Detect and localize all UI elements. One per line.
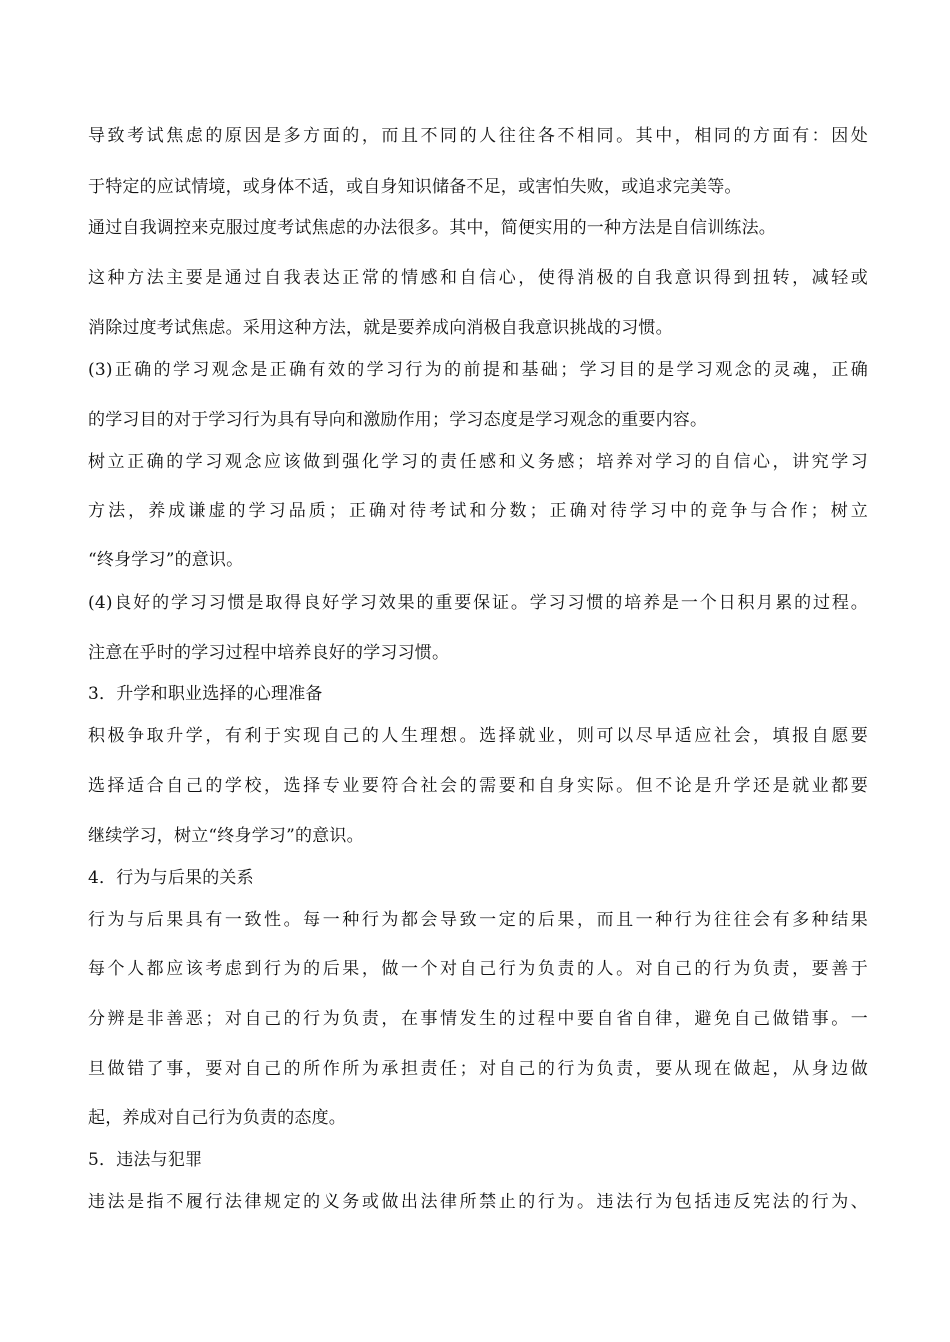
text-line: “终身学习”的意识。 (88, 550, 244, 570)
text-line: 旦做错了事，要对自己的所作所为承担责任；对自己的行为负责，要从现在做起，从身边做 (88, 1059, 868, 1079)
text-line: 选择适合自己的学校，选择专业要符合社会的需要和自身实际。但不论是升学还是就业都要 (88, 776, 868, 796)
text-line: 于特定的应试情境，或身体不适，或自身知识储备不足，或害怕失败，或追求完美等。 (88, 177, 742, 197)
text-line: 违法是指不履行法律规定的义务或做出法律所禁止的行为。违法行为包括违反宪法的行为、 (88, 1192, 868, 1212)
section-heading: 5．违法与犯罪 (88, 1150, 203, 1170)
text-line: 注意在乎时的学习过程中培养良好的学习习惯。 (88, 643, 450, 663)
text-line: 继续学习，树立“终身学习”的意识。 (88, 826, 364, 846)
text-line: 通过自我调控来克服过度考试焦虑的办法很多。其中，简便实用的一种方法是自信训练法。 (88, 218, 776, 238)
text-line: 行为与后果具有一致性。每一种行为都会导致一定的后果，而且一种行为往往会有多种结果 (88, 910, 868, 930)
text-line: 消除过度考试焦虑。采用这种方法，就是要养成向消极自我意识挑战的习惯。 (88, 318, 673, 338)
text-line: 分辨是非善恶；对自己的行为负责，在事情发生的过程中要自省自律，避免自己做错事。一 (88, 1009, 868, 1029)
text-line: 树立正确的学习观念应该做到强化学习的责任感和义务感；培养对学习的自信心，讲究学习 (88, 452, 868, 472)
text-line: (3)正确的学习观念是正确有效的学习行为的前提和基础；学习目的是学习观念的灵魂，正确 (88, 360, 868, 380)
text-line: 方法，养成谦虚的学习品质；正确对待考试和分数；正确对待学习中的竞争与合作；树立 (88, 501, 868, 521)
text-line: 这种方法主要是通过自我表达正常的情感和自信心，使得消极的自我意识得到扭转，减轻或 (88, 268, 868, 288)
text-line: (4)良好的学习习惯是取得良好学习效果的重要保证。学习习惯的培养是一个日积月累的过程。 (88, 593, 868, 613)
text-line: 的学习目的对于学习行为具有导向和激励作用；学习态度是学习观念的重要内容。 (88, 410, 708, 430)
text-line: 起，养成对自己行为负责的态度。 (88, 1108, 346, 1128)
section-heading: 3．升学和职业选择的心理准备 (88, 684, 323, 704)
text-line: 导致考试焦虑的原因是多方面的，而且不同的人往往各不相同。其中，相同的方面有：因处 (88, 126, 868, 146)
text-line: 积极争取升学，有利于实现自己的人生理想。选择就业，则可以尽早适应社会，填报自愿要 (88, 726, 868, 746)
text-line: 每个人都应该考虑到行为的后果，做一个对自己行为负责的人。对自己的行为负责，要善于 (88, 959, 868, 979)
section-heading: 4．行为与后果的关系 (88, 868, 254, 888)
